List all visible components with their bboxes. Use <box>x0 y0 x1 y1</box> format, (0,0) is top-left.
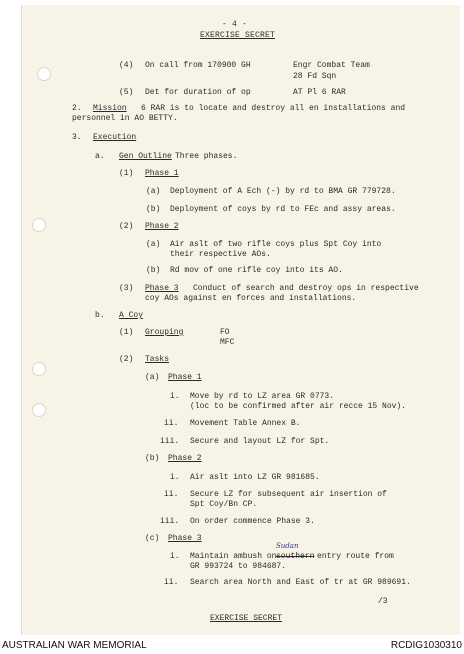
item-text: Air aslt into LZ GR 981685. <box>190 473 320 482</box>
handwritten-correction: Sudan <box>276 542 299 550</box>
item-number: (b) <box>146 266 161 275</box>
paragraph-number: 2. <box>72 104 82 113</box>
item-unit: 28 Fd Sqn <box>293 72 337 81</box>
document-page <box>21 5 460 635</box>
item-number: ii. <box>164 578 179 587</box>
phase-heading: Phase 2 <box>168 454 202 463</box>
item-text: (loc to be confirmed after air recce 15 Nov). <box>190 402 407 411</box>
page-continuation: /3 <box>378 597 388 606</box>
item-number: (c) <box>145 534 160 543</box>
paragraph-heading: Mission <box>93 104 127 113</box>
item-number: i. <box>170 392 180 401</box>
subparagraph-heading: Gen Outline <box>119 152 172 161</box>
item-text: On call from 170900 GH <box>145 61 251 70</box>
item-number: (5) <box>119 88 134 97</box>
item-text: Det for duration of op <box>145 88 251 97</box>
item-text: On order commence Phase 3. <box>190 517 315 526</box>
punch-hole <box>32 362 46 376</box>
grouping-value: FO <box>220 328 230 337</box>
item-number: i. <box>170 552 180 561</box>
item-number: (a) <box>145 373 160 382</box>
item-number: (b) <box>145 454 160 463</box>
item-number: iii. <box>160 437 180 446</box>
item-text: Search area North and East of tr at GR 989691. <box>190 578 411 587</box>
item-text: Deployment of coys by rd to FEc and assy areas. <box>170 205 396 214</box>
item-text: Deployment of A Ech (-) by rd to BMA GR 779728. <box>170 187 396 196</box>
punch-hole <box>32 403 46 417</box>
item-text: GR 993724 to 984687. <box>190 562 287 571</box>
paragraph-heading: Execution <box>93 133 137 142</box>
archive-name: AUSTRALIAN WAR MEMORIAL <box>2 640 147 651</box>
phase-heading: Phase 1 <box>145 169 179 178</box>
item-number: (a) <box>146 187 161 196</box>
item-text: Secure and layout LZ for Spt. <box>190 437 330 446</box>
item-number: (3) <box>119 284 134 293</box>
item-unit: AT Pl 6 RAR <box>293 88 346 97</box>
item-unit: Engr Combat Team <box>293 61 370 70</box>
archive-reference: RCDIG1030310 <box>390 640 462 651</box>
phase-heading: Phase 2 <box>145 222 179 231</box>
item-number: (1) <box>119 328 134 337</box>
classification-footer: EXERCISE SECRET <box>210 614 283 623</box>
item-text: Rd mov of one rifle coy into its AO. <box>170 266 343 275</box>
item-text: Air aslt of two rifle coys plus Spt Coy into <box>170 240 382 249</box>
phase-heading: Phase 1 <box>168 373 202 382</box>
item-text: their respective AOs. <box>170 250 271 259</box>
archive-footer <box>0 637 464 654</box>
item-heading: Tasks <box>145 355 170 364</box>
item-number: (4) <box>119 61 134 70</box>
struck-text: southern <box>276 552 315 561</box>
item-text: Move by rd to LZ area GR 0773. <box>190 392 335 401</box>
item-number: ii. <box>164 419 179 428</box>
item-text: Movement Table Annex B. <box>190 419 301 428</box>
paragraph-text: 6 RAR is to locate and destroy all en installations and <box>141 104 406 113</box>
subparagraph-heading: A Coy <box>119 311 144 320</box>
subparagraph-text: Three phases. <box>175 152 238 161</box>
item-heading: Grouping <box>145 328 184 337</box>
classification-header: EXERCISE SECRET <box>200 31 276 40</box>
item-number: ii. <box>164 490 179 499</box>
item-text: Secure LZ for subsequent air insertion of <box>190 490 387 499</box>
punch-hole <box>32 218 46 232</box>
item-number: (a) <box>146 240 161 249</box>
subparagraph-number: b. <box>95 311 105 320</box>
grouping-value: MFC <box>220 338 235 347</box>
paragraph-number: 3. <box>72 133 82 142</box>
item-text: Maintain ambush on <box>190 552 277 561</box>
item-number: (2) <box>119 222 134 231</box>
item-number: i. <box>170 473 180 482</box>
item-text: coy AOs against en forces and installations. <box>145 294 357 303</box>
page-number: - 4 - <box>222 20 248 29</box>
item-number: (2) <box>119 355 134 364</box>
phase-heading: Phase 3 <box>168 534 202 543</box>
item-number: iii. <box>160 517 180 526</box>
punch-hole <box>37 67 51 81</box>
item-number: (1) <box>119 169 134 178</box>
paragraph-text: personnel in AO BETTY. <box>72 114 178 123</box>
item-text: Conduct of search and destroy ops in respective <box>193 284 419 293</box>
subparagraph-number: a. <box>95 152 105 161</box>
item-text: Spt Coy/Bn CP. <box>190 500 258 509</box>
item-number: (b) <box>146 205 161 214</box>
phase-heading: Phase 3 <box>145 284 179 293</box>
item-text: entry route from <box>317 552 394 561</box>
